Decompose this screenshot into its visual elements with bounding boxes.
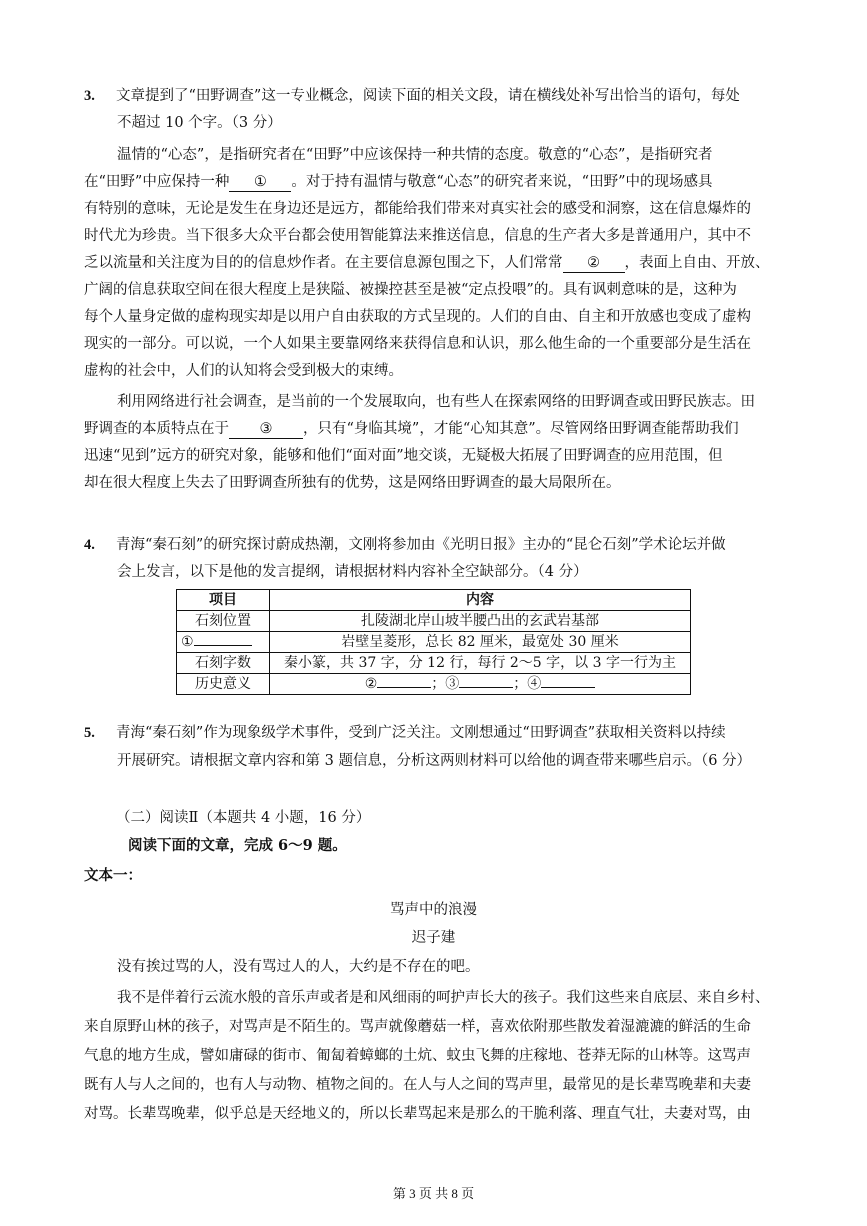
table-row — [177, 653, 691, 674]
passage-line: 野调查的本质特点在于 ③ ，只有“身临其境”，才能“心知其意”。尽管网络田野调查能帮助我们 — [84, 421, 739, 437]
table-cell: 历史意义 — [177, 674, 270, 695]
answer-blank-3[interactable]: ③ — [229, 420, 303, 439]
table-cell: 石刻位置 — [177, 611, 270, 632]
passage-line: 时代尤为珍贵。当下很多大众平台都会使用智能算法来推送信息，信息的生产者大多是普通用户，其中不 — [84, 228, 751, 244]
answer-blank-table-1[interactable] — [194, 645, 252, 646]
text-label: 文本一： — [84, 867, 142, 884]
table-cell: 石刻字数 — [177, 653, 270, 674]
question-text: 青海“秦石刻”作为现象级学术事件，受到广泛关注。文刚想通过“田野调查”获取相关资料以持续 — [116, 725, 726, 741]
table-row — [177, 674, 691, 695]
essay-line: 我不是伴着行云流水般的音乐声或者是和风细雨的呵护声长大的孩子。我们这些来自底层、来自乡村、 — [117, 990, 770, 1006]
answer-blank-table-3[interactable] — [459, 687, 513, 688]
passage-line: 却在很大程度上失去了田野调查所独有的优势，这是网络田野调查的最大局限所在。 — [84, 475, 621, 491]
essay-line: 既有人与人之间的，也有人与动物、植物之间的。在人与人之间的骂声里，最常见的是长辈骂晚辈和夫妻 — [84, 1077, 751, 1093]
passage-line: 乏以流量和关注度为目的的信息炒作者。在主要信息源包围之下，人们常常 ② ，表面上自由、开放、 — [84, 255, 770, 271]
table-cell: 岩壁呈菱形，总长 82 厘米，最宽处 30 厘米 — [270, 632, 691, 653]
question-text: 文章提到了“田野调查”这一专业概念，阅读下面的相关文段，请在横线处补写出恰当的语句，每处 — [116, 88, 740, 104]
essay-author: 迟子建 — [411, 930, 456, 946]
essay-title: 骂声中的浪漫 — [390, 902, 477, 918]
table-cell: 秦小篆，共 37 字，分 12 行，每行 2～5 字，以 3 字一行为主 — [270, 653, 691, 674]
passage-line: 每个人量身定做的虚构现实却是以用户自由获取的方式呈现的。人们的自由、自主和开放感也变成了虚构 — [84, 309, 751, 325]
question-number: 5. — [84, 725, 95, 741]
answer-blank-1[interactable]: ① — [229, 173, 291, 192]
question-number: 3. — [84, 88, 95, 104]
passage-line: 利用网络进行社会调查，是当前的一个发展取向，也有些人在探索网络的田野调查或田野民族志。田 — [117, 394, 755, 410]
answer-blank-2[interactable]: ② — [563, 254, 625, 273]
table-cell: 扎陵湖北岸山坡半腰凸出的玄武岩基部 — [270, 611, 691, 632]
table-cell: ① — [177, 632, 270, 653]
question-text: 青海“秦石刻”的研究探讨蔚成热潮，文刚将参加由《光明日报》主办的“昆仑石刻”学术论坛并做 — [116, 537, 726, 553]
essay-line: 没有挨过骂的人，没有骂过人的人，大约是不存在的吧。 — [117, 959, 480, 975]
answer-blank-table-2[interactable] — [377, 687, 431, 688]
passage-line: 现实的一部分。可以说，一个人如果主要靠网络来获得信息和认识，那么他生命的一个重要部分是生活在 — [84, 336, 751, 352]
passage-line: 温情的“心态”，是指研究者在“田野”中应该保持一种共情的态度。敬意的“心态”，是指研究者 — [117, 147, 713, 163]
essay-line: 气息的地方生成，譬如庸碌的街市、匍匐着蟑螂的土炕、蚊虫飞舞的庄稼地、苍莽无际的山林等。这骂声 — [84, 1048, 751, 1064]
question-3-line-2: 不超过 10 个字。（3 分） — [117, 115, 282, 131]
table-row — [177, 632, 691, 653]
section-title: （二）阅读Ⅱ（本题共 4 小题，16 分） — [116, 810, 371, 826]
passage-line: 虚构的社会中，人们的认知将会受到极大的束缚。 — [84, 363, 403, 379]
passage-line: 迅速“见到”远方的研究对象，能够和他们“面对面”地交谈，无疑极大拓展了田野调查的应用范围，但 — [84, 448, 723, 464]
page-footer: 第 3 页 共 8 页 — [392, 1186, 475, 1201]
table-header-row — [177, 590, 691, 611]
passage-line: 广阔的信息获取空间在很大程度上是狭隘、被操控甚至是被“定点投喂”的。具有讽刺意味的是，这种为 — [84, 282, 737, 298]
table-row — [177, 611, 691, 632]
question-4-line-2: 会上发言，以下是他的发言提纲，请根据材料内容补全空缺部分。（4 分） — [117, 564, 588, 580]
answer-blank-table-4[interactable] — [541, 687, 595, 688]
table-header-cell: 内容 — [270, 590, 691, 611]
passage-line: 有特别的意味，无论是发生在身边还是远方，都能给我们带来对真实社会的感受和洞察，这在信息爆炸的 — [84, 201, 751, 217]
question-5-line-2: 开展研究。请根据文章内容和第 3 题信息，分析这两则材料可以给他的调查带来哪些启示。（6 分） — [117, 753, 752, 769]
outline-table — [176, 589, 691, 695]
passage-line: 在“田野”中应保持一种 ① 。对于持有温情与敬意“心态”的研究者来说，“田野”中的现场感具 — [84, 174, 713, 190]
table-header-cell: 项目 — [177, 590, 270, 611]
table-cell: ② ；③ ；④ — [270, 674, 691, 695]
essay-line: 来自原野山林的孩子，对骂声是不陌生的。骂声就像蘑菇一样，喜欢依附那些散发着湿漉漉的鲜活的生命 — [84, 1019, 751, 1035]
section-instruction: 阅读下面的文章，完成 6～9 题。 — [128, 837, 347, 854]
question-number: 4. — [84, 537, 95, 553]
essay-line: 对骂。长辈骂晚辈，似乎总是天经地义的，所以长辈骂起来是那么的干脆利落、理直气壮，夫妻对骂，由 — [84, 1106, 751, 1122]
